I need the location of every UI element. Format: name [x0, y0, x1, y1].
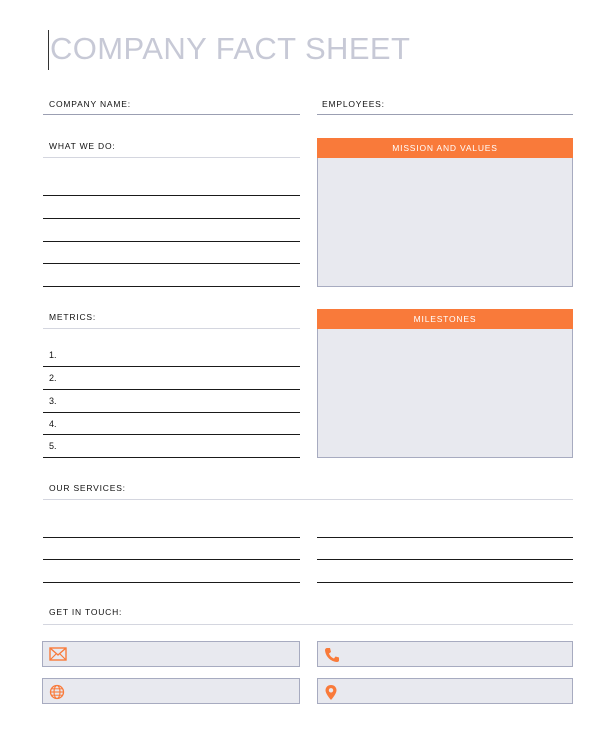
metric-number: 4.	[49, 419, 57, 429]
email-field[interactable]	[42, 641, 300, 667]
address-field[interactable]	[317, 678, 573, 704]
text-cursor	[48, 30, 49, 70]
metric-line[interactable]	[43, 457, 300, 458]
metrics-label: METRICS:	[49, 312, 97, 322]
metric-number: 3.	[49, 396, 57, 406]
what-we-do-line[interactable]	[43, 241, 300, 242]
services-label: OUR SERVICES:	[49, 483, 126, 493]
employees-field[interactable]	[317, 114, 573, 115]
employees-label: EMPLOYEES:	[322, 99, 385, 109]
service-line[interactable]	[43, 559, 300, 560]
metric-line[interactable]	[43, 389, 300, 390]
what-we-do-line[interactable]	[43, 286, 300, 287]
section-divider	[43, 499, 573, 500]
contact-label: GET IN TOUCH:	[49, 607, 123, 617]
service-line[interactable]	[317, 582, 573, 583]
phone-icon	[324, 647, 340, 663]
mission-values-panel[interactable]	[317, 138, 573, 287]
what-we-do-label: WHAT WE DO:	[49, 141, 116, 151]
section-divider	[43, 624, 573, 625]
service-line[interactable]	[43, 537, 300, 538]
service-line[interactable]	[43, 582, 300, 583]
metric-line[interactable]	[43, 366, 300, 367]
metric-number: 2.	[49, 373, 57, 383]
what-we-do-line[interactable]	[43, 218, 300, 219]
what-we-do-line[interactable]	[43, 263, 300, 264]
section-divider	[43, 328, 300, 329]
mission-values-header: MISSION AND VALUES	[317, 138, 573, 158]
email-icon	[49, 647, 67, 661]
service-line[interactable]	[317, 559, 573, 560]
what-we-do-line[interactable]	[43, 195, 300, 196]
company-name-label: COMPANY NAME:	[49, 99, 131, 109]
metric-line[interactable]	[43, 434, 300, 435]
service-line[interactable]	[317, 537, 573, 538]
milestones-panel[interactable]	[317, 309, 573, 458]
company-name-field[interactable]	[43, 114, 300, 115]
page-title: COMPANY FACT SHEET	[50, 31, 411, 66]
section-divider	[43, 157, 300, 158]
location-icon	[324, 684, 338, 701]
phone-field[interactable]	[317, 641, 573, 667]
metric-number: 1.	[49, 350, 57, 360]
milestones-header: MILESTONES	[317, 309, 573, 329]
website-field[interactable]	[42, 678, 300, 704]
globe-icon	[49, 684, 65, 700]
metric-line[interactable]	[43, 412, 300, 413]
metric-number: 5.	[49, 441, 57, 451]
